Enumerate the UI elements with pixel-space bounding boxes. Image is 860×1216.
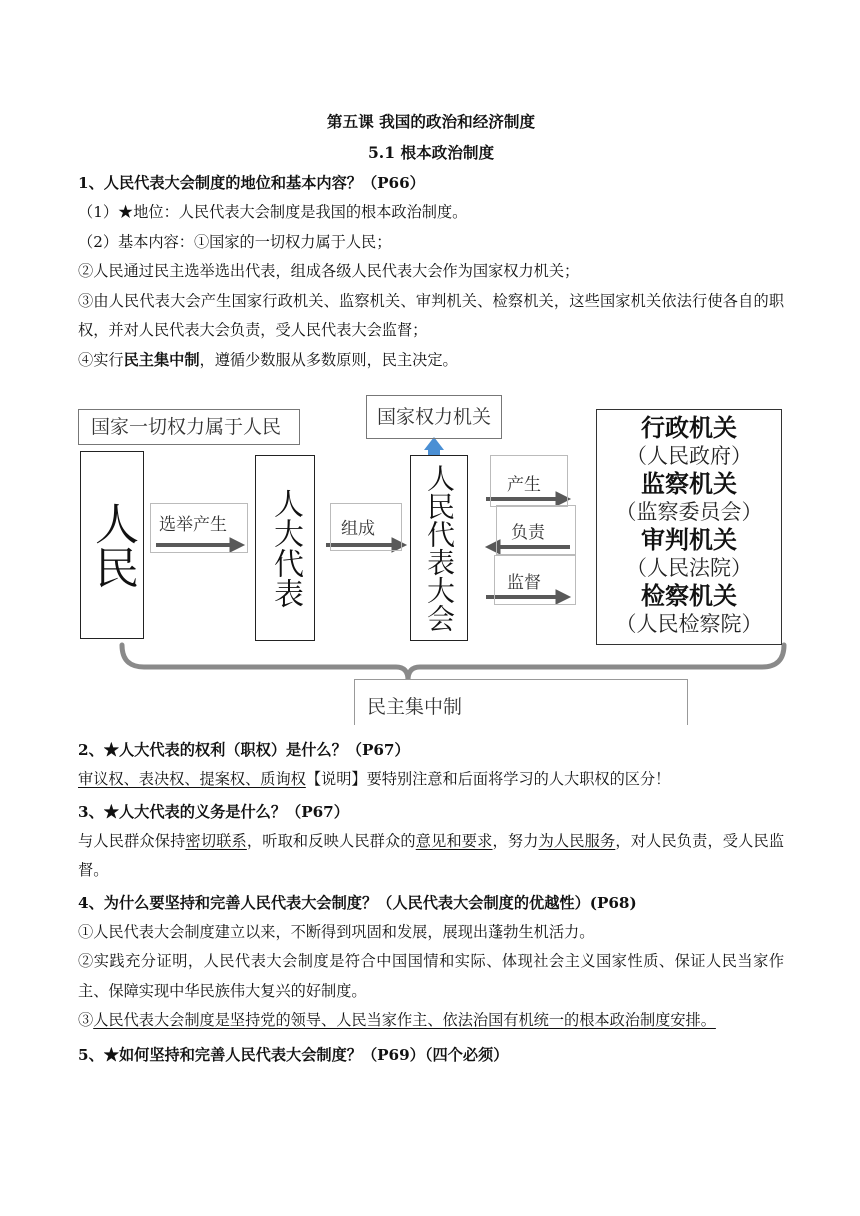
- label-elect: 选举产生: [150, 503, 248, 553]
- organ-title: 行政机关: [641, 414, 737, 442]
- q1-paragraph-2: （2）基本内容：①国家的一切权力属于人民；: [78, 232, 392, 251]
- section-title: 5.1 根本政治制度: [367, 143, 495, 162]
- label-form: 组成: [330, 503, 402, 551]
- label-produce: 产生: [490, 455, 568, 507]
- q1-paragraph-4: ③由人民代表大会产生国家行政机关、监察机关、审判机关、检察机关，这些国家机关依法行使各自的职权，并对人民代表大会负责，受人民代表大会监督；: [78, 291, 784, 339]
- question-3-heading: 3、★人大代表的义务是什么？（P67）: [78, 802, 349, 821]
- q3-underlined: 意见和要求: [415, 831, 493, 850]
- q3-text: 与人民群众保持: [78, 831, 186, 850]
- organ-subtitle: （监察委员会）: [615, 500, 763, 524]
- q1-paragraph-3: ②人民通过民主选举选出代表，组成各级人民代表大会作为国家权力机关；: [78, 262, 580, 280]
- organ-title: 监察机关: [641, 470, 737, 498]
- document-body-lower: [78, 733, 784, 1070]
- q2-answer: [78, 765, 784, 795]
- brace-line: [122, 645, 784, 680]
- box-people: 人民: [80, 451, 144, 639]
- organ-subtitle: （人民政府）: [626, 444, 752, 468]
- q3-text: ，听取和反映人民群众的: [246, 831, 416, 850]
- organ-subtitle: （人民法院）: [626, 556, 752, 580]
- q2-note: 【说明】要特别注意和后面将学习的人大职权的区分！: [305, 770, 671, 788]
- label-responsible: 负责: [496, 505, 576, 555]
- q1-paragraph-1: （1）★地位：人民代表大会制度是我国的根本政治制度。: [78, 203, 468, 221]
- question-4-heading: 4、为什么要坚持和完善人民代表大会制度？（人民代表大会制度的优越性）(P68): [78, 893, 637, 912]
- label-supervise: 监督: [494, 555, 576, 605]
- q3-text: ，对人民负责，受人民监督。: [78, 831, 785, 879]
- box-peoples-congress: 人民代表大会: [410, 455, 468, 641]
- page-title: 第五课 我国的政治和经济制度: [326, 112, 536, 131]
- organ-title: 审判机关: [641, 526, 737, 554]
- organ-title: 检察机关: [641, 582, 737, 610]
- label-state-power-organ: 国家权力机关: [366, 395, 502, 439]
- document-body: [78, 108, 784, 375]
- q1-p5-bold: 民主集中制: [123, 350, 200, 369]
- label-democratic-centralism: 民主集中制: [354, 679, 688, 725]
- q3-text: ，努力: [492, 831, 539, 850]
- question-1-heading: 1、人民代表大会制度的地位和基本内容？（P66）: [78, 174, 425, 192]
- q4-paragraph-2: ②实践充分证明，人民代表大会制度是符合中国国情和实际、体现社会主义国家性质、保证人民当家作主、保障实现中华民族伟大复兴的好制度。: [78, 952, 784, 1000]
- question-2-heading: 2、★人大代表的权利（职权）是什么？（P67）: [78, 741, 410, 759]
- q4-p3-underlined: 人民代表大会制度是坚持党的领导、人民当家作主、依法治国有机统一的根本政治制度安排。: [93, 1011, 716, 1029]
- box-deputies: 人大代表: [255, 455, 315, 641]
- box-state-organs: [596, 409, 782, 645]
- q4-paragraph-3: [78, 1006, 784, 1036]
- question-5-heading: 5、★如何坚持和完善人民代表大会制度？（P69）（四个必须）: [78, 1045, 509, 1064]
- q3-answer: [78, 827, 784, 886]
- q3-underlined: 密切联系: [185, 831, 247, 850]
- power-structure-diagram: [78, 395, 788, 725]
- q1-p5-prefix: ④实行: [78, 350, 124, 369]
- q1-paragraph-5: [78, 346, 784, 376]
- q3-underlined: 为人民服务: [538, 831, 616, 850]
- organ-subtitle: （人民检察院）: [615, 612, 763, 636]
- q1-p5-suffix: ，遵循少数服从多数原则，民主决定。: [199, 350, 458, 369]
- q4-paragraph-1: ①人民代表大会制度建立以来，不断得到巩固和发展，展现出蓬勃生机活力。: [78, 922, 595, 941]
- up-arrow: [424, 437, 444, 455]
- q4-p3-number: ③: [78, 1011, 94, 1029]
- q2-rights: 审议权、表决权、提案权、质询权: [78, 770, 306, 788]
- label-all-power-belongs-to-people: 国家一切权力属于人民: [78, 409, 300, 445]
